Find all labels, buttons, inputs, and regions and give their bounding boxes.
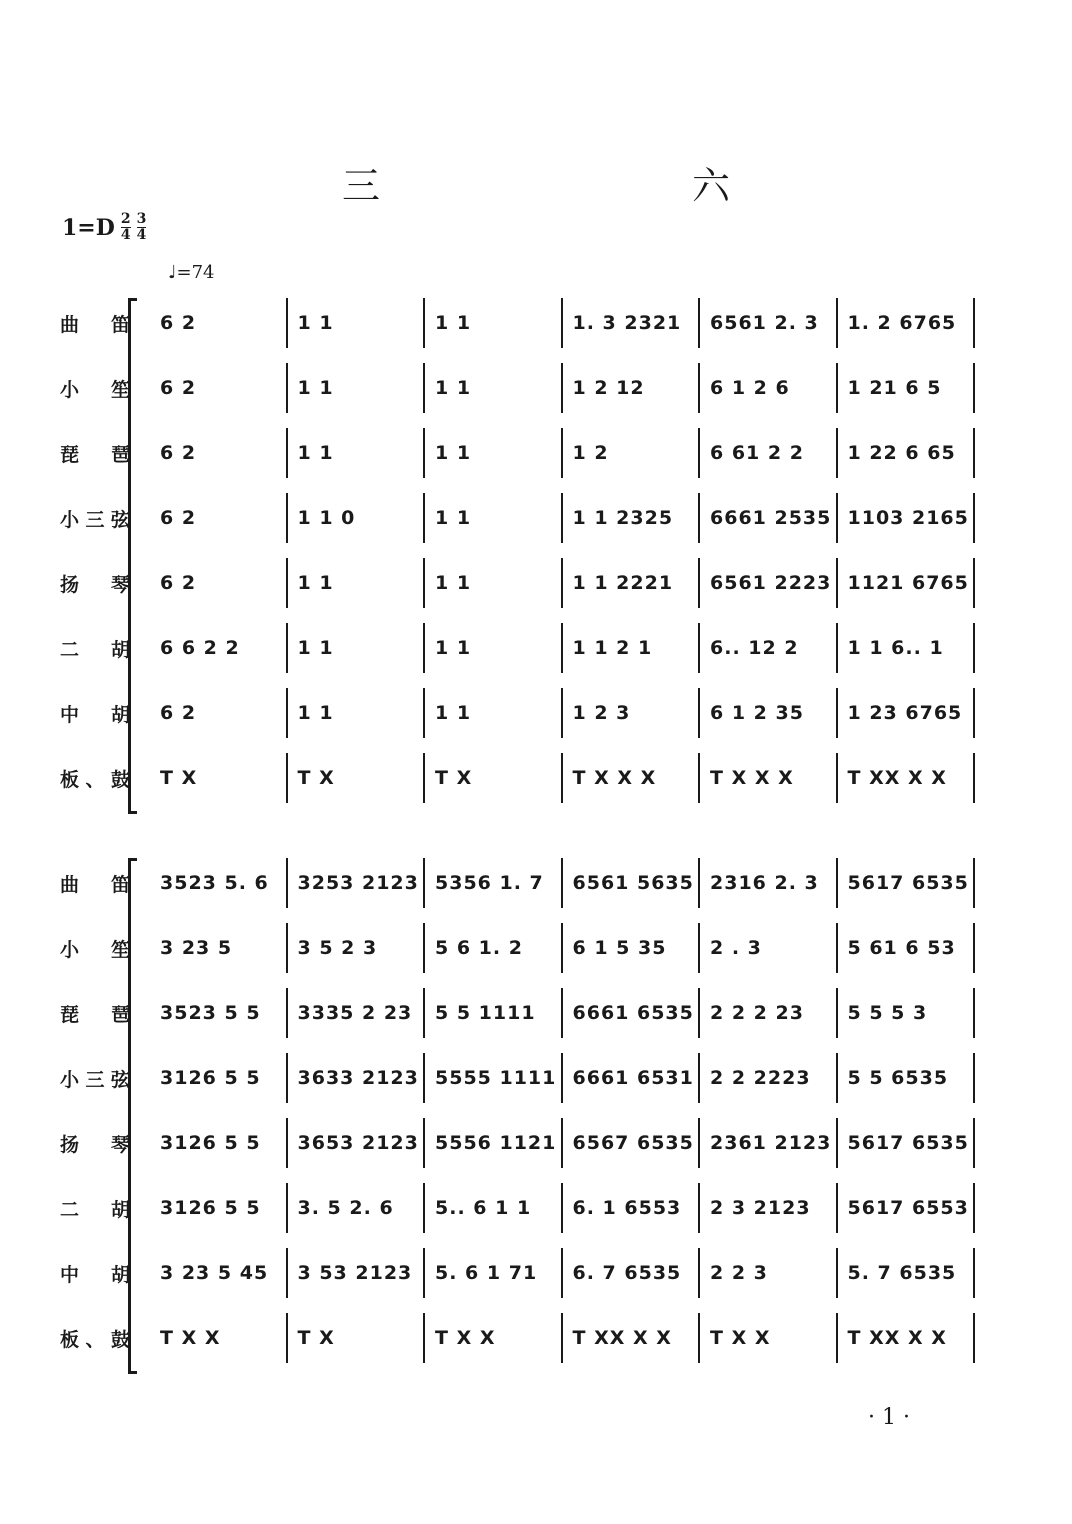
measure: 5. 7 6535 — [838, 1248, 976, 1298]
measure: T X — [425, 753, 563, 803]
measure: 6661 6535 — [563, 988, 701, 1038]
measure-group — [150, 923, 975, 973]
tempo-marking: ♩=74 — [168, 262, 215, 283]
measure: 3253 2123 — [288, 858, 426, 908]
staff-row — [60, 1183, 980, 1233]
instrument-label: 小笙 — [60, 379, 130, 401]
measure: 6 1 5 35 — [563, 923, 701, 973]
measure-group — [150, 428, 975, 478]
measure: 2 2 2 23 — [700, 988, 838, 1038]
staff-row — [60, 1248, 980, 1298]
measure: 1121 6765 — [838, 558, 976, 608]
instrument-label: 板、鼓 — [60, 1329, 130, 1351]
staff-row — [60, 363, 980, 413]
measure: 1103 2165 — [838, 493, 976, 543]
measure: 6 2 — [150, 428, 288, 478]
score-system — [60, 298, 980, 818]
measure: 6. 1 6553 — [563, 1183, 701, 1233]
staff-row — [60, 753, 980, 803]
measure: 6661 6531 — [563, 1053, 701, 1103]
measure: 1. 3 2321 — [563, 298, 701, 348]
measure: 5 61 6 53 — [838, 923, 976, 973]
instrument-label: 中胡 — [60, 1264, 130, 1286]
measure: 5 5 6535 — [838, 1053, 976, 1103]
measure: 6567 6535 — [563, 1118, 701, 1168]
measure: 6 61 2 2 — [700, 428, 838, 478]
measure: T XX X X — [838, 753, 976, 803]
measure-group — [150, 298, 975, 348]
measure: 5356 1. 7 — [425, 858, 563, 908]
instrument-label: 扬琴 — [60, 574, 130, 596]
measure: 6561 5635 — [563, 858, 701, 908]
staff-row — [60, 688, 980, 738]
measure: 3 53 2123 — [288, 1248, 426, 1298]
measure: 5617 6553 — [838, 1183, 976, 1233]
measure: 1 1 0 — [288, 493, 426, 543]
measure: 3126 5 5 — [150, 1053, 288, 1103]
instrument-label: 二胡 — [60, 1199, 130, 1221]
measure: T X — [288, 1313, 426, 1363]
staff-row — [60, 623, 980, 673]
measure: 1 1 — [425, 428, 563, 478]
measure: 1 1 — [425, 493, 563, 543]
measure: 6 6 2 2 — [150, 623, 288, 673]
instrument-label: 琵琶 — [60, 444, 130, 466]
measure: 2 2 3 — [700, 1248, 838, 1298]
measure-group — [150, 1313, 975, 1363]
time-signature-2: $\frac{3}{4}$ — [136, 211, 147, 243]
staff-row — [60, 988, 980, 1038]
measure: 6 2 — [150, 493, 288, 543]
measure-group — [150, 688, 975, 738]
measure-group — [150, 1118, 975, 1168]
measure-group — [150, 1183, 975, 1233]
measure: 2 2 2223 — [700, 1053, 838, 1103]
measure: 1 1 — [288, 298, 426, 348]
measure: 3 5 2 3 — [288, 923, 426, 973]
instrument-label: 二胡 — [60, 639, 130, 661]
measure: 1 1 — [425, 688, 563, 738]
measure: T X X — [425, 1313, 563, 1363]
measure: 3335 2 23 — [288, 988, 426, 1038]
measure: 5 5 1111 — [425, 988, 563, 1038]
key-signature — [62, 212, 146, 243]
instrument-label: 中胡 — [60, 704, 130, 726]
measure: T X X X — [700, 753, 838, 803]
measure: 1 1 2221 — [563, 558, 701, 608]
staff-row — [60, 558, 980, 608]
measure: 2 . 3 — [700, 923, 838, 973]
measure: 1 1 — [425, 363, 563, 413]
measure: T X X X — [563, 753, 701, 803]
measure: 1 2 12 — [563, 363, 701, 413]
measure: 6.. 12 2 — [700, 623, 838, 673]
measure: 1 2 3 — [563, 688, 701, 738]
measure: 3126 5 5 — [150, 1118, 288, 1168]
measure: 5.. 6 1 1 — [425, 1183, 563, 1233]
measure: 1 1 — [425, 298, 563, 348]
measure: 5617 6535 — [838, 1118, 976, 1168]
measure: 6. 7 6535 — [563, 1248, 701, 1298]
instrument-label: 小三弦 — [60, 1069, 130, 1091]
measure: 1 1 — [288, 688, 426, 738]
measure: 6561 2223 — [700, 558, 838, 608]
measure: T X X — [150, 1313, 288, 1363]
measure: 5617 6535 — [838, 858, 976, 908]
measure: 3126 5 5 — [150, 1183, 288, 1233]
measure: 6 2 — [150, 688, 288, 738]
instrument-label: 曲笛 — [60, 874, 130, 896]
measure: 6 2 — [150, 363, 288, 413]
measure: 1 1 — [288, 363, 426, 413]
measure-group — [150, 753, 975, 803]
time-signature-1: $\frac{2}{4}$ — [120, 211, 131, 243]
measure: 3633 2123 — [288, 1053, 426, 1103]
measure: T XX X X — [838, 1313, 976, 1363]
measure: 3. 5 2. 6 — [288, 1183, 426, 1233]
measure-group — [150, 1248, 975, 1298]
measure: 3523 5. 6 — [150, 858, 288, 908]
staff-row — [60, 1053, 980, 1103]
page-number: · 1 · — [868, 1405, 910, 1430]
measure: 1 23 6765 — [838, 688, 976, 738]
measure: 1 1 — [425, 558, 563, 608]
measure: 3653 2123 — [288, 1118, 426, 1168]
measure: 6 1 2 6 — [700, 363, 838, 413]
measure: 6 1 2 35 — [700, 688, 838, 738]
measure: 1 1 2 1 — [563, 623, 701, 673]
measure: T X — [150, 753, 288, 803]
measure: 1 1 — [425, 623, 563, 673]
measure-group — [150, 988, 975, 1038]
measure: 5 5 5 3 — [838, 988, 976, 1038]
key-label: 1=D — [62, 214, 115, 241]
measure: 1 1 2325 — [563, 493, 701, 543]
staff-row — [60, 858, 980, 908]
measure: 1 22 6 65 — [838, 428, 976, 478]
measure: T X — [288, 753, 426, 803]
measure: 3523 5 5 — [150, 988, 288, 1038]
measure: T XX X X — [563, 1313, 701, 1363]
measure-group — [150, 363, 975, 413]
staff-row — [60, 923, 980, 973]
measure: 3 23 5 45 — [150, 1248, 288, 1298]
measure: 1 1 — [288, 623, 426, 673]
instrument-label: 扬琴 — [60, 1134, 130, 1156]
score-system — [60, 858, 980, 1378]
measure: 5. 6 1 71 — [425, 1248, 563, 1298]
measure: 5556 1121 — [425, 1118, 563, 1168]
measure: 2 3 2123 — [700, 1183, 838, 1233]
measure: 1 1 — [288, 428, 426, 478]
measure-group — [150, 558, 975, 608]
measure-group — [150, 493, 975, 543]
staff-row — [60, 1313, 980, 1363]
measure: T X X — [700, 1313, 838, 1363]
measure: 5 6 1. 2 — [425, 923, 563, 973]
measure: 1 1 6.. 1 — [838, 623, 976, 673]
measure-group — [150, 623, 975, 673]
instrument-label: 板、鼓 — [60, 769, 130, 791]
measure: 6661 2535 — [700, 493, 838, 543]
measure: 2316 2. 3 — [700, 858, 838, 908]
staff-row — [60, 428, 980, 478]
measure: 2361 2123 — [700, 1118, 838, 1168]
measure: 3 23 5 — [150, 923, 288, 973]
staff-row — [60, 493, 980, 543]
measure: 1 21 6 5 — [838, 363, 976, 413]
instrument-label: 小三弦 — [60, 509, 130, 531]
measure: 1. 2 6765 — [838, 298, 976, 348]
measure-group — [150, 1053, 975, 1103]
staff-row — [60, 1118, 980, 1168]
measure: 6561 2. 3 — [700, 298, 838, 348]
measure: 1 1 — [288, 558, 426, 608]
measure: 5555 1111 — [425, 1053, 563, 1103]
measure-group — [150, 858, 975, 908]
instrument-label: 琵琶 — [60, 1004, 130, 1026]
page-title: 三 六 — [341, 164, 881, 208]
measure: 1 2 — [563, 428, 701, 478]
measure: 6 2 — [150, 558, 288, 608]
instrument-label: 小笙 — [60, 939, 130, 961]
staff-row — [60, 298, 980, 348]
instrument-label: 曲笛 — [60, 314, 130, 336]
measure: 6 2 — [150, 298, 288, 348]
